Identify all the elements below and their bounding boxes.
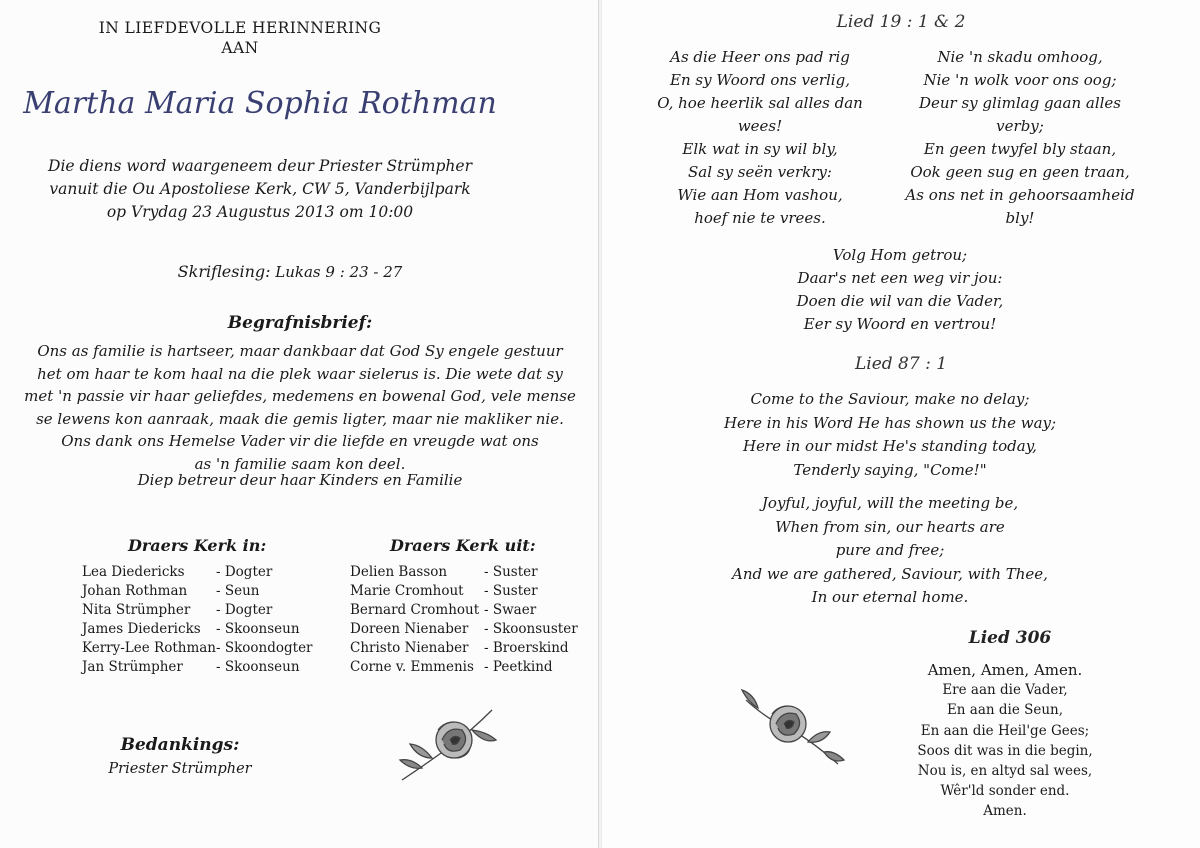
service-details xyxy=(40,155,480,224)
verse-line: Tenderly saying, "Come!" xyxy=(793,460,987,479)
hymn-3-title: Lied 306 xyxy=(968,628,1052,648)
bearer-relation: - Suster xyxy=(484,564,538,580)
verse-line: Doen die wil van die Vader, xyxy=(796,292,1004,310)
verse-line: Wêr'ld sonder end. xyxy=(940,783,1070,800)
memorial-header xyxy=(0,18,480,58)
scripture-reference: Lukas 9 : 23 - 27 xyxy=(275,263,403,281)
verse-line: wees! xyxy=(737,117,783,135)
hymn-3-verse xyxy=(900,660,1110,822)
deceased-name: Martha Maria Sophia Rothman xyxy=(23,86,497,121)
closing-line: Diep betreur deur haar Kinders en Familie xyxy=(137,471,463,489)
verse-line: Soos dit was in die begin, xyxy=(917,742,1093,759)
thanks-title: Bedankings: xyxy=(120,735,240,755)
bearers-out-title: Draers Kerk uit: xyxy=(390,536,536,555)
bearer-relation: - Skoonseun xyxy=(216,621,300,637)
hymn-2-refrain xyxy=(660,492,1120,610)
letter-line: het om haar te kom haal na die plek waar sielerus is. Die wete dat sy xyxy=(37,364,563,383)
scripture-reading xyxy=(100,262,480,281)
hymn-2-verse xyxy=(660,388,1120,482)
list-item xyxy=(350,620,578,639)
verse-line: pure and free; xyxy=(835,541,945,559)
verse-line: Here in our midst He's standing today, xyxy=(743,437,1037,455)
header-line-1: IN LIEFDEVOLLE HERINNERING xyxy=(98,19,382,37)
hymn-1-column-1 xyxy=(640,46,880,230)
bearer-name: Kerry-Lee Rothman xyxy=(82,640,216,656)
verse-line: Nie 'n skadu omhoog, xyxy=(937,48,1103,66)
hymn-1-refrain xyxy=(700,244,1100,336)
bearer-relation: - Suster xyxy=(484,583,538,599)
list-item xyxy=(82,582,313,601)
thanks-text: Priester Strümpher xyxy=(108,761,252,777)
rose-icon xyxy=(738,680,850,770)
verse-line: bly! xyxy=(1005,209,1035,227)
bearer-name: Jan Strümpher xyxy=(82,659,183,675)
service-line: Die diens word waargeneem deur Priester Strümpher xyxy=(48,157,472,175)
bearer-relation: - Peetkind xyxy=(484,659,553,675)
bearer-relation: - Skoonseun xyxy=(216,659,300,675)
bearer-name: Doreen Nienaber xyxy=(350,621,469,637)
bearer-name: Bernard Cromhout xyxy=(350,602,480,618)
list-item xyxy=(82,620,313,639)
bearers-in-list xyxy=(82,563,313,677)
bearer-name: Marie Cromhout xyxy=(350,583,464,599)
verse-line: And we are gathered, Saviour, with Thee, xyxy=(732,564,1048,583)
verse-line: As die Heer ons pad rig xyxy=(670,48,850,66)
verse-line: Wie aan Hom vashou, xyxy=(677,186,843,204)
bearer-name: Nita Strümpher xyxy=(82,602,191,618)
bearer-relation: - Skoondogter xyxy=(216,640,313,656)
scripture-label: Skriflesing: xyxy=(177,262,271,281)
bearer-name: Lea Diedericks xyxy=(82,564,185,580)
verse-line: Amen. xyxy=(983,803,1027,820)
verse-line: En sy Woord ons verlig, xyxy=(670,71,850,89)
bearer-relation: - Seun xyxy=(216,583,260,599)
bearer-name: Corne v. Emmenis xyxy=(350,659,474,675)
service-line: vanuit die Ou Apostoliese Kerk, CW 5, Vanderbijlpark xyxy=(49,180,471,198)
header-line-2: AAN xyxy=(221,39,259,57)
verse-line: O, hoe heerlik sal alles dan xyxy=(657,94,863,112)
rose-icon xyxy=(392,700,504,790)
funeral-letter xyxy=(0,340,599,475)
hymn-1-column-2 xyxy=(890,46,1150,230)
bearer-name: Delien Basson xyxy=(350,564,448,580)
bearer-relation: - Swaer xyxy=(484,602,537,618)
letter-line: Ons as familie is hartseer, maar dankbaar dat God Sy engele gestuur xyxy=(37,342,563,360)
bearer-relation: - Dogter xyxy=(216,564,273,580)
verse-line: Ook geen sug en geen traan, xyxy=(910,163,1130,181)
verse-line: Nou is, en altyd sal wees, xyxy=(917,763,1093,780)
verse-line: Joyful, joyful, will the meeting be, xyxy=(761,494,1019,512)
bearers-out-list xyxy=(350,563,578,677)
bearer-relation: - Broerskind xyxy=(484,640,569,656)
letter-line: met 'n passie vir haar geliefdes, medemens en bowenal God, vele mense xyxy=(24,387,576,405)
list-item xyxy=(82,563,313,582)
verse-line: En aan die Seun, xyxy=(946,702,1064,719)
list-item xyxy=(350,658,578,677)
list-item xyxy=(350,582,578,601)
hymn-1-title: Lied 19 : 1 & 2 xyxy=(836,12,966,32)
verse-line: Come to the Saviour, make no delay; xyxy=(750,390,1030,408)
verse-line: Deur sy glimlag gaan alles xyxy=(918,94,1121,112)
verse-line: When from sin, our hearts are xyxy=(775,517,1005,536)
left-page xyxy=(0,0,599,848)
verse-line: En aan die Heil'ge Gees; xyxy=(920,722,1090,739)
verse-line: hoef nie te vrees. xyxy=(694,209,826,227)
verse-line: verby; xyxy=(996,117,1044,135)
verse-line: Here in his Word He has shown us the way; xyxy=(723,413,1057,432)
list-item xyxy=(350,601,578,620)
hymn-2-title: Lied 87 : 1 xyxy=(854,354,948,374)
verse-line: Volg Hom getrou; xyxy=(832,246,968,264)
bearer-relation: - Skoonsuster xyxy=(484,621,578,637)
verse-line: As ons net in gehoorsaamheid xyxy=(905,186,1135,204)
list-item xyxy=(82,658,313,677)
bearers-in-title: Draers Kerk in: xyxy=(128,536,267,555)
bearer-relation: - Dogter xyxy=(216,602,273,618)
list-item xyxy=(350,639,578,658)
verse-line: Ere aan die Vader, xyxy=(942,682,1068,699)
letter-line: Ons dank ons Hemelse Vader vir die liefde en vreugde wat ons xyxy=(61,432,539,450)
verse-line: Elk wat in sy wil bly, xyxy=(682,140,838,158)
list-item xyxy=(350,563,578,582)
service-line: op Vrydag 23 Augustus 2013 om 10:00 xyxy=(106,203,414,221)
letter-line: se lewens kon aanraak, maak die gemis ligter, maar nie makliker nie. xyxy=(36,409,564,428)
verse-line: Nie 'n wolk voor ons oog; xyxy=(923,71,1117,89)
letter-title: Begrafnisbrief: xyxy=(227,313,373,333)
verse-line: En geen twyfel bly staan, xyxy=(923,140,1117,158)
list-item xyxy=(82,639,313,658)
verse-line: Eer sy Woord en vertrou! xyxy=(803,315,997,333)
list-item xyxy=(82,601,313,620)
bearer-name: James Diedericks xyxy=(82,621,201,637)
letter-line: as 'n familie saam kon deel. xyxy=(194,454,406,473)
verse-line: Daar's net een weg vir jou: xyxy=(797,269,1003,287)
verse-line: In our eternal home. xyxy=(811,588,969,606)
verse-line: Sal sy seën verkry: xyxy=(688,163,832,181)
bearer-name: Johan Rothman xyxy=(82,583,188,599)
bearer-name: Christo Nienaber xyxy=(350,640,469,656)
verse-line: Amen, Amen, Amen. xyxy=(927,661,1083,679)
